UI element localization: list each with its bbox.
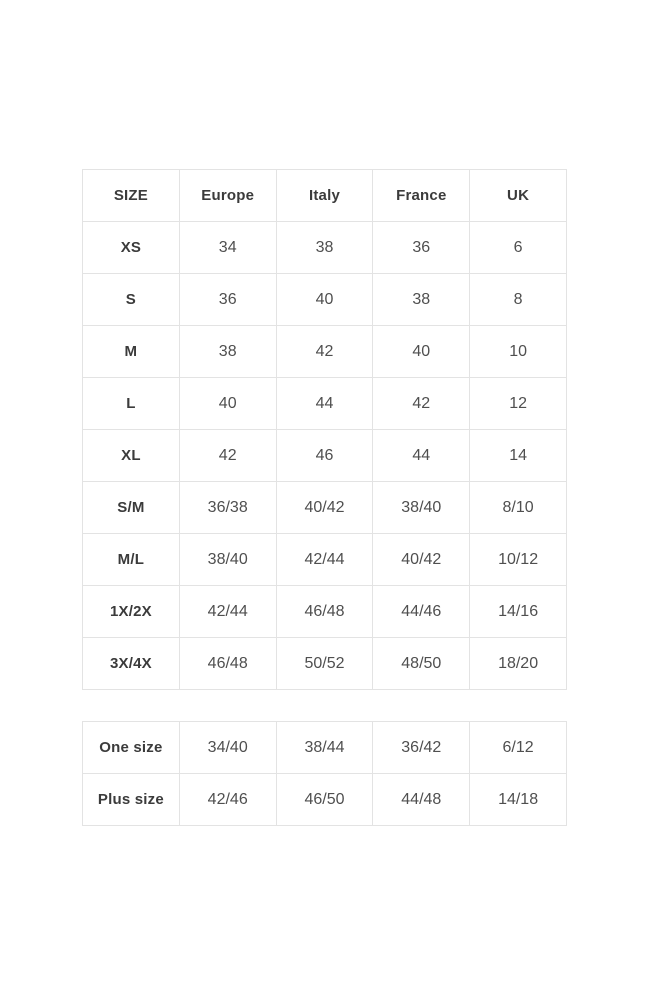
table-row — [83, 274, 567, 326]
size-label-cell: 1X/2X — [83, 586, 180, 638]
size-value-cell: 6 — [470, 222, 567, 274]
size-value-cell: 10 — [470, 326, 567, 378]
size-value-cell: 44/46 — [373, 586, 470, 638]
size-value-cell: 34/40 — [179, 722, 276, 774]
size-value-cell: 42/44 — [276, 534, 373, 586]
size-label-cell: XS — [83, 222, 180, 274]
table-row — [83, 482, 567, 534]
special-size-table — [82, 721, 567, 826]
header-cell-size: SIZE — [83, 170, 180, 222]
size-value-cell: 40 — [373, 326, 470, 378]
size-value-cell: 46/50 — [276, 774, 373, 826]
size-value-cell: 42/44 — [179, 586, 276, 638]
table-row — [83, 222, 567, 274]
size-value-cell: 14/18 — [470, 774, 567, 826]
size-value-cell: 44 — [373, 430, 470, 482]
size-table-body — [83, 222, 567, 690]
size-value-cell: 36/38 — [179, 482, 276, 534]
size-value-cell: 6/12 — [470, 722, 567, 774]
special-size-table-body — [83, 722, 567, 826]
size-label-cell: M — [83, 326, 180, 378]
header-row — [83, 170, 567, 222]
size-value-cell: 40 — [276, 274, 373, 326]
size-value-cell: 42/46 — [179, 774, 276, 826]
size-value-cell: 46 — [276, 430, 373, 482]
size-value-cell: 42 — [373, 378, 470, 430]
size-value-cell: 18/20 — [470, 638, 567, 690]
size-value-cell: 44 — [276, 378, 373, 430]
size-value-cell: 36 — [179, 274, 276, 326]
size-value-cell: 46/48 — [276, 586, 373, 638]
table-row — [83, 586, 567, 638]
table-row — [83, 430, 567, 482]
size-value-cell: 42 — [179, 430, 276, 482]
size-value-cell: 38/40 — [373, 482, 470, 534]
header-cell-uk: UK — [470, 170, 567, 222]
size-label-cell: 3X/4X — [83, 638, 180, 690]
table-row — [83, 534, 567, 586]
size-label-cell: M/L — [83, 534, 180, 586]
table-row — [83, 378, 567, 430]
header-cell-italy: Italy — [276, 170, 373, 222]
size-label-cell: Plus size — [83, 774, 180, 826]
size-value-cell: 50/52 — [276, 638, 373, 690]
size-value-cell: 38 — [179, 326, 276, 378]
size-value-cell: 8/10 — [470, 482, 567, 534]
size-value-cell: 38 — [276, 222, 373, 274]
size-value-cell: 48/50 — [373, 638, 470, 690]
size-value-cell: 38/40 — [179, 534, 276, 586]
size-value-cell: 34 — [179, 222, 276, 274]
size-value-cell: 10/12 — [470, 534, 567, 586]
size-label-cell: One size — [83, 722, 180, 774]
table-row — [83, 638, 567, 690]
table-row — [83, 722, 567, 774]
size-value-cell: 46/48 — [179, 638, 276, 690]
size-value-cell: 42 — [276, 326, 373, 378]
size-value-cell: 14 — [470, 430, 567, 482]
size-conversion-table — [82, 169, 567, 690]
size-value-cell: 38 — [373, 274, 470, 326]
size-value-cell: 40/42 — [276, 482, 373, 534]
size-value-cell: 36 — [373, 222, 470, 274]
table-row — [83, 774, 567, 826]
size-table-header — [83, 170, 567, 222]
size-value-cell: 12 — [470, 378, 567, 430]
size-value-cell: 44/48 — [373, 774, 470, 826]
table-row — [83, 326, 567, 378]
size-label-cell: XL — [83, 430, 180, 482]
size-value-cell: 40 — [179, 378, 276, 430]
size-value-cell: 14/16 — [470, 586, 567, 638]
size-value-cell: 40/42 — [373, 534, 470, 586]
size-chart — [82, 169, 567, 826]
size-value-cell: 36/42 — [373, 722, 470, 774]
size-label-cell: L — [83, 378, 180, 430]
size-label-cell: S/M — [83, 482, 180, 534]
header-cell-france: France — [373, 170, 470, 222]
size-value-cell: 38/44 — [276, 722, 373, 774]
size-label-cell: S — [83, 274, 180, 326]
size-value-cell: 8 — [470, 274, 567, 326]
header-cell-europe: Europe — [179, 170, 276, 222]
